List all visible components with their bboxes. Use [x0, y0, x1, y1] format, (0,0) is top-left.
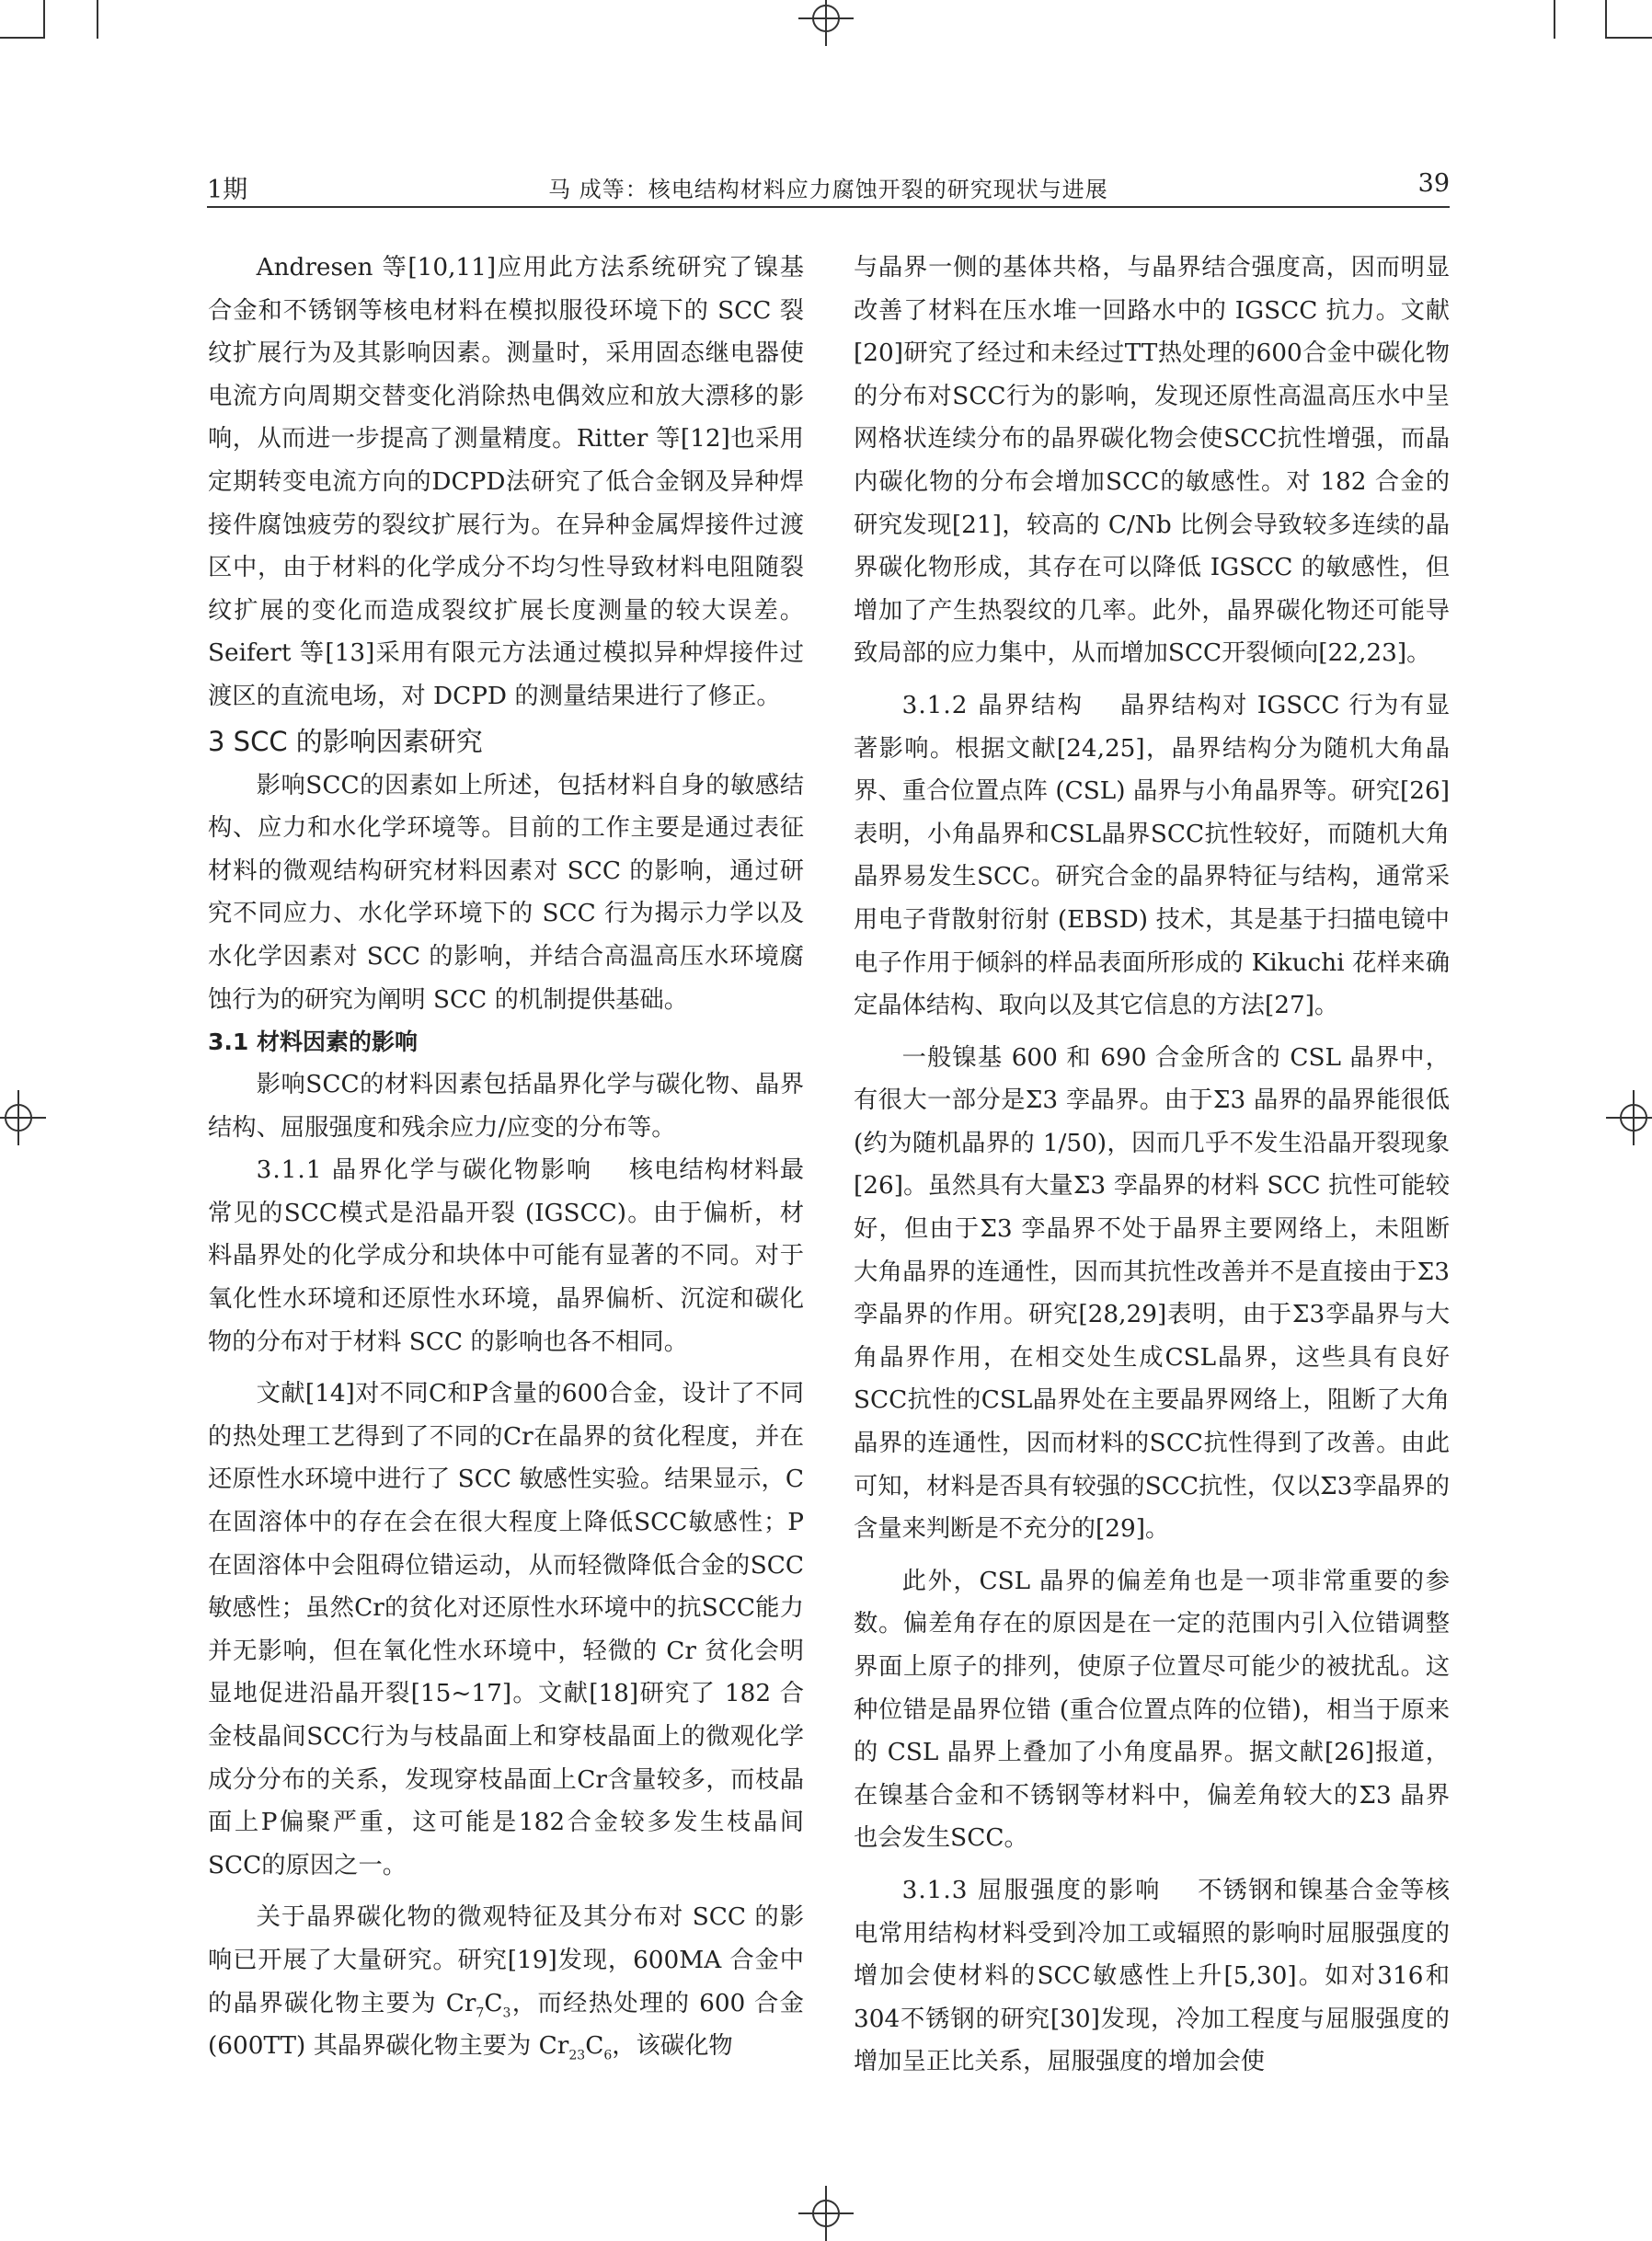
crop-mark-top-right-v: [1605, 0, 1607, 39]
left-column: [208, 247, 804, 2068]
paragraph-3-1-3: [854, 1869, 1450, 2084]
paragraph-deviation-angle: 此外，CSL 晶界的偏差角也是一项非常重要的参数。偏差角存在的原因是在一定的范围内引入位错调整界面上原子的排列，使原子位置尽可能少的被扰乱。这种位错是晶界位错 (重合位置点阵的位错)，相当于原来的 CSL 晶界上叠加了小角度晶界。据文献[26]报道，在镍基合金和不锈钢等材料中，偏差角较大的Σ3 晶界也会发生SCC。: [854, 1567, 1450, 1853]
registration-mark-left: [0, 1090, 46, 1145]
paragraph-3-1-1: [208, 1149, 804, 1363]
subsection-3-1-2-text: 晶界结构对 IGSCC 行为有显著影响。根据文献[24,25]，晶界结构分为随机大角晶界、重合位置点阵 (CSL) 晶界与小角晶界等。研究[26]表明，小角晶界和CSL晶界SCC抗性较好，而随机大角晶界易发生SCC。研究合金的晶界特征与结构，通常采用电子背散射衍射 (EBSD) 技术，其是基于扫描电镜中电子作用于倾斜的样品表面所形成的 Kikuchi 花样来确定晶体结构、取向以及其它信息的方法[27]。: [854, 691, 1450, 1020]
paragraph-material-factors: 影响SCC的材料因素包括晶界化学与碳化物、晶界结构、屈服强度和残余应力/应变的分布等。: [208, 1071, 804, 1142]
registration-mark-right: [1606, 1090, 1652, 1145]
crop-mark-top-left-v: [43, 0, 45, 39]
paragraph-c-p-content: 文献[14]对不同C和P含量的600合金，设计了不同的热处理工艺得到了不同的Cr在晶界的贫化程度，并在还原性水环境中进行了 SCC 敏感性实验。结果显示，C在固溶体中的存在会在很大程度上降低SCC敏感性；P在固溶体中会阻碍位错运动，从而轻微降低合金的SCC敏感性；虽然Cr的贫化对还原性水环境中的抗SCC能力并无影响，但在氧化性水环境中，轻微的 Cr 贫化会明显地促进沿晶开裂[15~17]。文献[18]研究了 182 合金枝晶间SCC行为与枝晶面上和穿枝晶面上的微观化学成分分布的关系，发现穿枝晶面上Cr含量较多，而枝晶面上P偏聚严重，这可能是182合金较多发生枝晶间SCC的原因之一。: [208, 1380, 804, 1879]
crop-mark-top-right-h: [1606, 37, 1652, 39]
subsection-3-1-3-title: 3.1.3 屈服强度的影响: [901, 1876, 1162, 1904]
running-header: [207, 166, 1450, 208]
paragraph-grain-boundary-carbides: 关于晶界碳化物的微观特征及其分布对 SCC 的影响已开展了大量研究。研究[19]发现，600MA 合金中的晶界碳化物主要为 $Cr_7C_3$，而经热处理的 600 合金 (600TT) 其晶界碳化物主要为 $Cr_{23}C_6$，该碳化物: [208, 1903, 804, 2063]
subsection-3-1-1-text: 核电结构材料最常见的SCC模式是沿晶开裂 (IGSCC)。由于偏析，材料晶界处的化学成分和块体中可能有显著的不同。对于氧化性水环境和还原性水环境，晶界偏析、沉淀和碳化物的分布对于材料 SCC 的影响也各不相同。: [208, 1156, 804, 1356]
paragraph-scc-factors-intro: 影响SCC的因素如上所述，包括材料自身的敏感结构、应力和水化学环境等。目前的工作主要是通过表征材料的微观结构研究材料因素对 SCC 的影响，通过研究不同应力、水化学环境下的 SCC 行为揭示力学以及水化学因素对 SCC 的影响，并结合高温高压水环境腐蚀行为的研究为阐明 SCC 的机制提供基础。: [208, 771, 804, 1014]
paragraph-sigma3-twin: 一般镍基 600 和 690 合金所含的 CSL 晶界中，有很大一部分是Σ3 孪晶界。由于Σ3 晶界的晶界能很低 (约为随机晶界的 1/50)，因而几乎不发生沿晶开裂现象[26]。虽然具有大量Σ3 孪晶界的材料 SCC 抗性可能较好，但由于Σ3 孪晶界不处于晶界主要网络上，未阻断大角晶界的连通性，因而其抗性改善并不是直接由于Σ3 孪晶界的作用。研究[28,29]表明，由于Σ3孪晶界与大角晶界作用，在相交处生成CSL晶界，这些具有良好SCC抗性的CSL晶界处在主要晶界网络上，阻断了大角晶界的连通性，因而材料的SCC抗性得到了改善。由此可知，材料是否具有较强的SCC抗性，仅以Σ3孪晶界的含量来判断是不充分的[29]。: [854, 1043, 1450, 1544]
page-number: 39: [1417, 169, 1450, 198]
subsection-3-1-2-title: 3.1.2 晶界结构: [901, 691, 1084, 719]
issue-number: 1期: [207, 176, 248, 204]
running-title: 马 成等：核电结构材料应力腐蚀开裂的研究现状与进展: [548, 177, 1108, 202]
section-3-title: 3 SCC 的影响因素研究: [208, 725, 483, 757]
registration-mark-top: [798, 0, 854, 46]
crop-mark-top-left-v2: [97, 0, 98, 39]
subsection-3-1-3-text: 不锈钢和镍基合金等核电常用结构材料受到冷加工或辐照的影响时屈服强度的增加会使材料的SCC敏感性上升[5,30]。如对316和304不锈钢的研究[30]发现，冷加工程度与屈服强度的增加呈正比关系，屈服强度的增加会使: [854, 1876, 1450, 2076]
subsection-3-1-1-title: 3.1.1 晶界化学与碳化物影响: [256, 1156, 593, 1185]
crop-mark-top-right-v2: [1554, 0, 1555, 39]
crop-mark-top-left-h: [0, 37, 44, 39]
registration-mark-bottom: [798, 2186, 854, 2241]
section-3-1-title: 3.1 材料因素的影响: [208, 1029, 418, 1056]
paragraph-3-1-2: [854, 684, 1450, 1028]
right-column: [854, 247, 1450, 2084]
paragraph-carbide-continued: 与晶界一侧的基体共格，与晶界结合强度高，因而明显改善了材料在压水堆一回路水中的 IGSCC 抗力。文献[20]研究了经过和未经过TT热处理的600合金中碳化物的分布对SCC行为的影响，发现还原性高温高压水中呈网格状连续分布的晶界碳化物会使SCC抗性增强，而晶内碳化物的分布会增加SCC的敏感性。对 182 合金的研究发现[21]，较高的 C/Nb 比例会导致较多连续的晶界碳化物形成，其存在可以降低 IGSCC 的敏感性，但增加了产生热裂纹的几率。此外，晶界碳化物还可能导致局部的应力集中，从而增加SCC开裂倾向[22,23]。: [854, 254, 1450, 668]
paragraph-dcpd-andresen: Andresen 等[10,11]应用此方法系统研究了镍基合金和不锈钢等核电材料在模拟服役环境下的 SCC 裂纹扩展行为及其影响因素。测量时，采用固态继电器使电流方向周期交替变化消除热电偶效应和放大漂移的影响，从而进一步提高了测量精度。Ritter 等[12]也采用定期转变电流方向的DCPD法研究了低合金钢及异种焊接件腐蚀疲劳的裂纹扩展行为。在异种金属焊接件过渡区中，由于材料的化学成分不均匀性导致材料电阻随裂纹扩展的变化而造成裂纹扩展长度测量的较大误差。Seifert 等[13]采用有限元方法通过模拟异种焊接件过渡区的直流电场，对 DCPD 的测量结果进行了修正。: [208, 254, 804, 710]
